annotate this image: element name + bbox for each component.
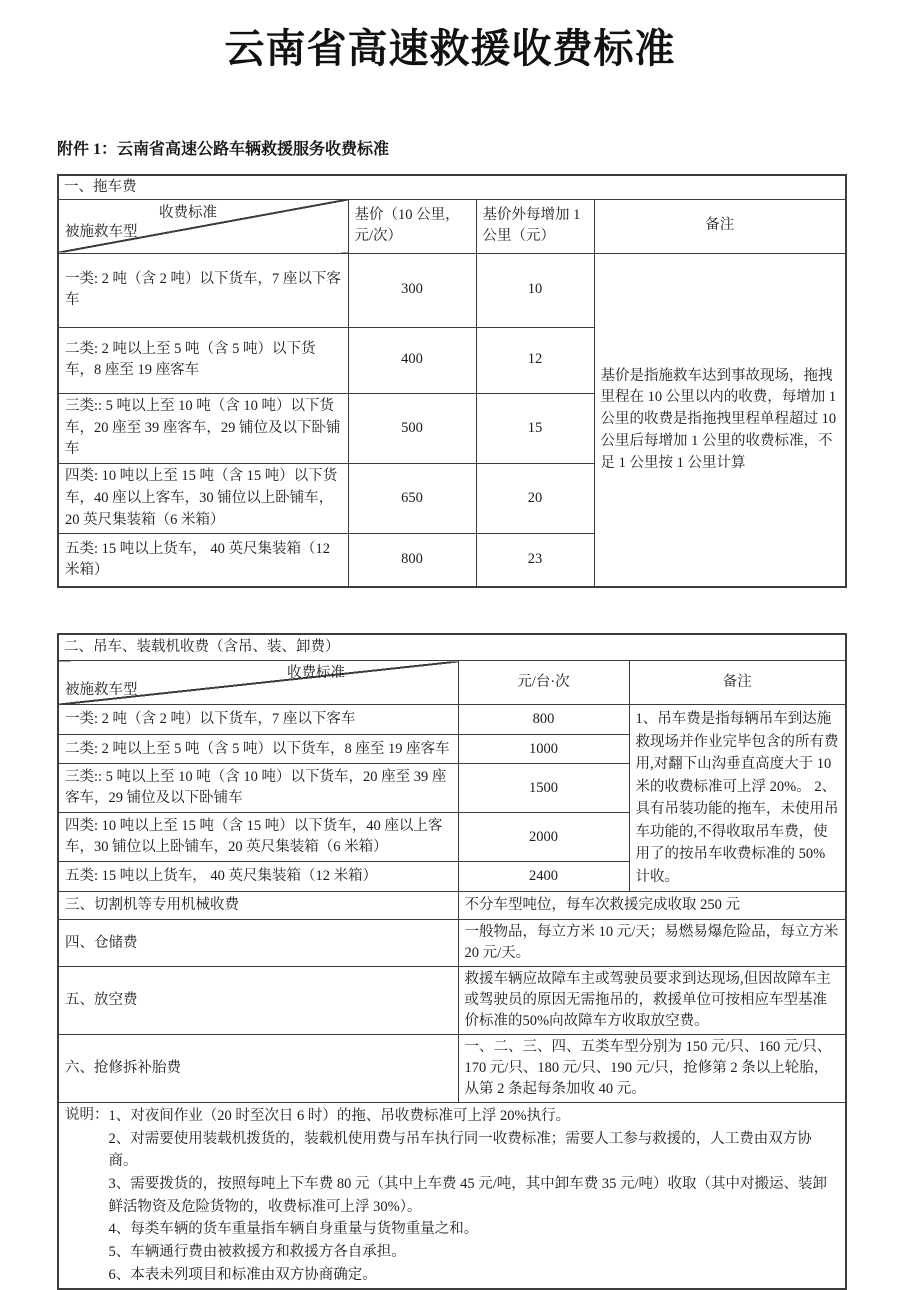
- vehicle-type-cell: 一类: 2 吨（含 2 吨）以下货车，7 座以下客车: [58, 253, 348, 327]
- remark-cell: 1、吊车费是指每辆吊车到达施救现场并作业完毕包含的所有费用,对翻下山沟垂直高度大于 10 米的收费标准可上浮 20%。 2、具有吊装功能的拖车，未使用吊车功能的,不得收取吊车费，使用了的按吊车收费标准的 50%计收。: [629, 705, 846, 892]
- extra-fee-cell: 20: [476, 464, 594, 534]
- towing-section-title: 一、拖车费: [58, 175, 846, 199]
- vehicle-type-cell: 二类: 2 吨以上至 5 吨（含 5 吨）以下货车，8 座至 19 座客车: [58, 327, 348, 393]
- fee-cell: 2000: [458, 813, 629, 862]
- extra-fee-cell: 15: [476, 393, 594, 463]
- fee-item-content: 不分车型吨位，每车次救援完成收取 250 元: [458, 892, 846, 920]
- table-section-row: [58, 175, 846, 199]
- header-remark: 备注: [629, 661, 846, 705]
- header-base-price: 基价（10 公里，元/次）: [348, 199, 476, 253]
- fee-cell: 2400: [458, 861, 629, 891]
- fee-cell: 1500: [458, 764, 629, 813]
- notes-row: [58, 1103, 846, 1289]
- table-section-row: [58, 634, 846, 661]
- attachment-heading: 附件 1：云南省高速公路车辆救援服务收费标准: [57, 141, 390, 158]
- extra-fee-cell: 23: [476, 534, 594, 588]
- header-fee-standard: 收费标准: [159, 204, 217, 221]
- note-line: 6、本表未列项目和标准由双方协商确定。: [108, 1266, 377, 1283]
- diagonal-header-cell: [58, 199, 348, 253]
- header-extra-per-km: 基价外每增加 1 公里（元）: [476, 199, 594, 253]
- table-row: [58, 892, 846, 920]
- note-line: 2、对需要使用装载机拨货的，装载机使用费与吊车执行同一收费标准；需要人工参与救援的，人工费由双方协商。: [108, 1130, 812, 1170]
- fee-item-content: 一、二、三、四、五类车型分别为 150 元/只、160 元/只、170 元/只、180 元/只、190 元/只，抢修第 2 条以上轮胎，从第 2 条起每条加收 40 元。: [458, 1035, 846, 1103]
- notes-lines: [109, 1105, 840, 1286]
- base-price-cell: 800: [348, 534, 476, 588]
- vehicle-type-cell: 二类: 2 吨以上至 5 吨（含 5 吨）以下货车，8 座至 19 座客车: [58, 735, 458, 764]
- vehicle-type-cell: 三类:: 5 吨以上至 10 吨（含 10 吨）以下货车，20 座至 39 座客车，29 铺位及以下卧铺车: [58, 764, 458, 813]
- fee-item-content: 一般物品，每立方米 10 元/天；易燃易爆危险品，每立方米 20 元/天。: [458, 920, 846, 967]
- header-vehicle-type: 被施救车型: [65, 682, 138, 699]
- table-row: [58, 1035, 846, 1103]
- note-line: 1、对夜间作业（20 时至次日 6 时）的拖、吊收费标准可上浮 20%执行。: [108, 1108, 571, 1125]
- vehicle-type-cell: 一类: 2 吨（含 2 吨）以下货车，7 座以下客车: [58, 705, 458, 735]
- vehicle-type-cell: 四类: 10 吨以上至 15 吨（含 15 吨）以下货车，40 座以上客车，30 铺位以上卧铺车，20 英尺集装箱（6 米箱）: [58, 464, 348, 534]
- towing-fee-table: [57, 174, 847, 588]
- remark-cell: 基价是指施救车达到事故现场，拖拽里程在 10 公里以内的收费，每增加 1 公里的收费是指拖拽里程单程超过 10 公里后每增加 1 公里的收费标准，不足 1 公里按 1 公里计算: [594, 253, 846, 587]
- header-fee-standard: 收费标准: [287, 665, 345, 682]
- note-line: 4、每类车辆的货车重量指车辆自身重量与货物重量之和。: [108, 1221, 479, 1238]
- table-row: [58, 253, 846, 327]
- fee-cell: 1000: [458, 735, 629, 764]
- extra-fee-cell: 12: [476, 327, 594, 393]
- vehicle-type-cell: 五类: 15 吨以上货车， 40 英尺集装箱（12 米箱）: [58, 861, 458, 891]
- base-price-cell: 400: [348, 327, 476, 393]
- crane-section-title: 二、吊车、装载机收费（含吊、装、卸费）: [58, 634, 846, 661]
- notes-cell: [58, 1103, 846, 1289]
- header-vehicle-type: 被施救车型: [65, 224, 138, 241]
- base-price-cell: 650: [348, 464, 476, 534]
- page-title: 云南省高速救援收费标准: [224, 27, 676, 71]
- table-row: [58, 920, 846, 967]
- table-header-row: [58, 661, 846, 705]
- notes-label: 说明：: [65, 1107, 109, 1124]
- table-header-row: [58, 199, 846, 253]
- crane-fee-table: [57, 633, 847, 1290]
- note-line: 3、需要拨货的，按照每吨上下车费 80 元（其中上车费 45 元/吨，其中卸车费 35 元/吨）收取（其中对搬运、装卸鲜活物资及危险货物的，收费标准可上浮 30%）。: [108, 1176, 828, 1215]
- fee-item-label: 五、放空费: [58, 967, 458, 1035]
- header-unit-fee: 元/台·次: [458, 661, 629, 705]
- extra-fee-cell: 10: [476, 253, 594, 327]
- vehicle-type-cell: 四类: 10 吨以上至 15 吨（含 15 吨）以下货车，40 座以上客车，30 铺位以上卧铺车，20 英尺集装箱（6 米箱）: [58, 813, 458, 862]
- table-row: [58, 967, 846, 1035]
- base-price-cell: 300: [348, 253, 476, 327]
- note-line: 5、车辆通行费由被救援方和救援方各自承担。: [108, 1243, 406, 1260]
- vehicle-type-cell: 五类: 15 吨以上货车， 40 英尺集装箱（12 米箱）: [58, 534, 348, 588]
- fee-item-label: 三、切割机等专用机械收费: [58, 892, 458, 920]
- header-remark: 备注: [594, 199, 846, 253]
- fee-item-content: 救援车辆应故障车主或驾驶员要求到达现场,但因故障车主或驾驶员的原因无需拖吊的，救援单位可按相应车型基准价标准的50%向故障车方收取放空费。: [458, 967, 846, 1035]
- vehicle-type-cell: 三类:: 5 吨以上至 10 吨（含 10 吨）以下货车，20 座至 39 座客车，29 铺位及以下卧铺车: [58, 393, 348, 463]
- fee-item-label: 六、抢修拆补胎费: [58, 1035, 458, 1103]
- diagonal-header-cell: [58, 661, 458, 705]
- fee-item-label: 四、仓储费: [58, 920, 458, 967]
- base-price-cell: 500: [348, 393, 476, 463]
- table-row: [58, 705, 846, 735]
- fee-cell: 800: [458, 705, 629, 735]
